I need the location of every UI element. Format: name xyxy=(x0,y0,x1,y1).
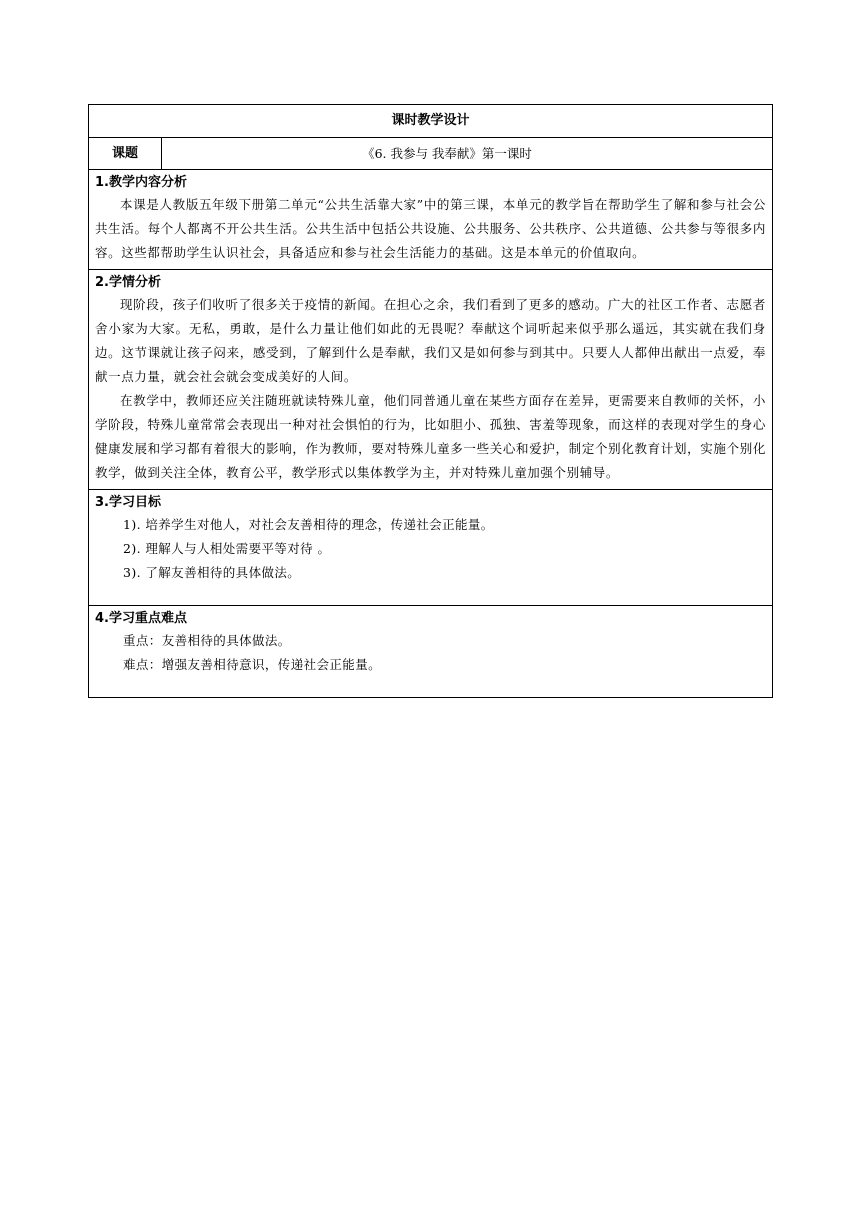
difficult-point-item: 难点：增强友善相待意识，传递社会正能量。 xyxy=(123,657,382,672)
section-paragraph: 在教学中，教师还应关注随班就读特殊儿童，他们同普通儿童在某些方面存在差异，更需要来自教师的关怀，小学阶段，特殊儿童常常会表现出一种对社会惧怕的行为，比如胆小、孤独、害羞等现象，而这样的表现对学生的身心健康发展和学习都有着很大的影响，作为教师，要对特殊儿童多一些关心和爱护，制定个别化教育计划，实施个别化教学，做到关注全体，教育公平，教学形式以集体教学为主，并对特殊儿童加强个别辅导。 xyxy=(95,393,766,480)
key-point-item: 重点：友善相待的具体做法。 xyxy=(123,633,291,648)
section-heading: 1.教学内容分析 xyxy=(95,175,187,190)
topic-row xyxy=(89,137,772,169)
section-student-analysis xyxy=(89,269,772,489)
topic-value: 《6. 我参与 我奉献》第一课时 xyxy=(362,146,532,161)
section-paragraph: 现阶段，孩子们收听了很多关于疫情的新闻。在担心之余，我们看到了更多的感动。广大的社区工作者、志愿者舍小家为大家。无私，勇敢，是什么力量让他们如此的无畏呢？奉献这个词听起来似乎那么遥远，其实就在我们身边。这节课就让孩子闷来，感受到，了解到什么是奉献，我们又是如何参与到其中。只要人人都伸出献出一点爱，奉献一点力量，就会社会就会变成美好的人间。 xyxy=(95,297,766,384)
goal-item: 3). 了解友善相待的具体做法。 xyxy=(123,565,301,580)
topic-label: 课题 xyxy=(89,138,162,169)
section-paragraph: 本课是人教版五年级下册第二单元“公共生活靠大家”中的第三课，本单元的教学旨在帮助学生了解和参与社会公共生活。每个人都离不开公共生活。公共生活中包括公共设施、公共服务、公共秩序、公共道德、公共参与等很多内容。这些都帮助学生认识社会，具备适应和参与社会生活能力的基础。这是本单元的价值取向。 xyxy=(95,197,766,260)
lesson-design-table xyxy=(88,104,773,698)
section-key-points xyxy=(89,605,772,697)
goal-item: 2). 理解人与人相处需要平等对待 。 xyxy=(123,541,331,556)
section-heading: 4.学习重点难点 xyxy=(95,611,187,626)
section-heading: 2.学情分析 xyxy=(95,275,161,290)
section-heading: 3.学习目标 xyxy=(95,495,161,510)
goal-item: 1). 培养学生对他人，对社会友善相待的理念，传递社会正能量。 xyxy=(123,517,494,532)
table-title: 课时教学设计 xyxy=(391,113,470,128)
section-content-analysis xyxy=(89,169,772,269)
section-learning-goals xyxy=(89,489,772,605)
